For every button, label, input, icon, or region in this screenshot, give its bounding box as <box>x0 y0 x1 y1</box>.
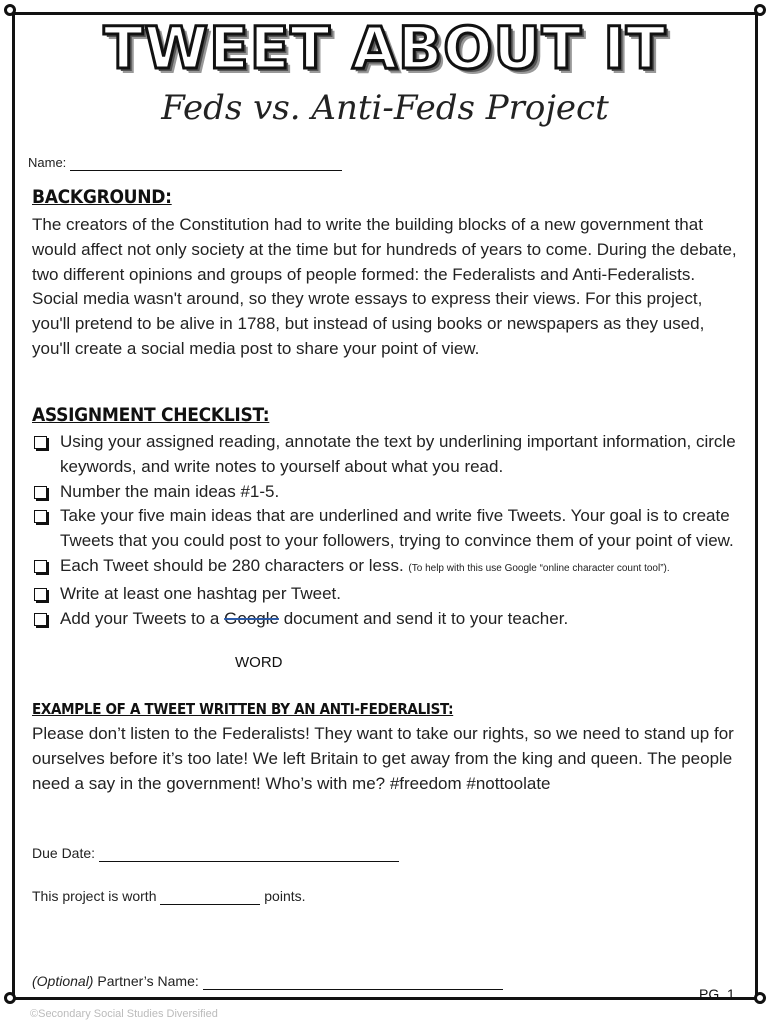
points-field <box>32 888 306 905</box>
checklist-item: Take your five main ideas that are underlined and write five Tweets. Your goal is to create Tweets that you could post to your followers, trying to convince them of your point of view. <box>32 504 744 554</box>
checklist-item: Each Tweet should be 280 characters or less. (To help with this use Google “online character count tool”). <box>32 554 744 582</box>
checkbox-icon[interactable] <box>34 613 47 626</box>
background-heading: BACKGROUND: <box>32 186 172 208</box>
due-date-field <box>32 845 399 862</box>
points-prefix: This project is worth <box>32 888 157 904</box>
character-count-note: (To help with this use Google “online character count tool”). <box>408 562 670 574</box>
name-label: Name: <box>28 155 67 170</box>
frame-corner-curl-icon <box>754 992 766 1004</box>
checklist-item: Number the main ideas #1-5. <box>32 480 744 505</box>
checkbox-icon[interactable] <box>34 588 47 601</box>
partner-name-label: Partner’s Name: <box>97 973 199 989</box>
frame-left-border <box>12 12 15 1000</box>
frame-corner-curl-icon <box>4 992 16 1004</box>
page-title: TWEET ABOUT IT <box>103 14 667 82</box>
struck-word: Google <box>224 608 279 628</box>
example-heading: EXAMPLE OF A TWEET WRITTEN BY AN ANTI-FEDERALIST: <box>32 700 454 718</box>
partner-name-blank[interactable] <box>203 973 503 990</box>
due-date-label: Due Date: <box>32 845 96 861</box>
checkbox-icon[interactable] <box>34 560 47 573</box>
copyright-text: ©Secondary Social Studies Diversified <box>30 1008 218 1020</box>
page-number: PG. 1 <box>699 986 735 1002</box>
page-subtitle: Feds vs. Anti-Feds Project <box>161 88 609 128</box>
frame-bottom-border <box>12 997 758 1000</box>
checkbox-icon[interactable] <box>34 510 47 523</box>
assignment-checklist <box>32 430 744 631</box>
checklist-heading: ASSIGNMENT CHECKLIST: <box>32 404 270 426</box>
optional-label: (Optional) <box>32 973 94 989</box>
name-blank[interactable] <box>70 155 342 171</box>
checklist-item: Using your assigned reading, annotate the text by underlining important information, circle keywords, and write notes to yourself about what you read. <box>32 430 744 480</box>
points-suffix: points. <box>264 888 306 904</box>
background-text: The creators of the Constitution had to write the building blocks of a new government that would affect not only society at the time but for hundreds of years to come. During the debate, two different opinions and groups of people formed: the Federalists and Anti-Federalists. Social media wasn't around, so they wrote essays to express their views. For this project, you'll pretend to be alive in 1788, but instead of using books or newspapers as they used, you'll create a social media post to share your point of view. <box>32 215 737 358</box>
checklist-item: Write at least one hashtag per Tweet. <box>32 582 744 607</box>
partner-name-field <box>32 973 503 990</box>
points-blank[interactable] <box>160 888 260 905</box>
handwritten-correction: WORD <box>235 654 283 671</box>
frame-right-border <box>755 12 758 1000</box>
example-tweet-text: Please don’t listen to the Federalists! They want to take our rights, so we need to stand up for ourselves before it’s too late! We left Britain to get away from the king and queen. The people need a say in the government! Who’s with me? #freedom #nottoolate <box>32 724 734 793</box>
checkbox-icon[interactable] <box>34 436 47 449</box>
name-field <box>28 155 342 171</box>
checkbox-icon[interactable] <box>34 486 47 499</box>
checklist-item: Add your Tweets to a Google document and send it to your teacher. <box>32 607 744 632</box>
due-date-blank[interactable] <box>99 845 399 862</box>
